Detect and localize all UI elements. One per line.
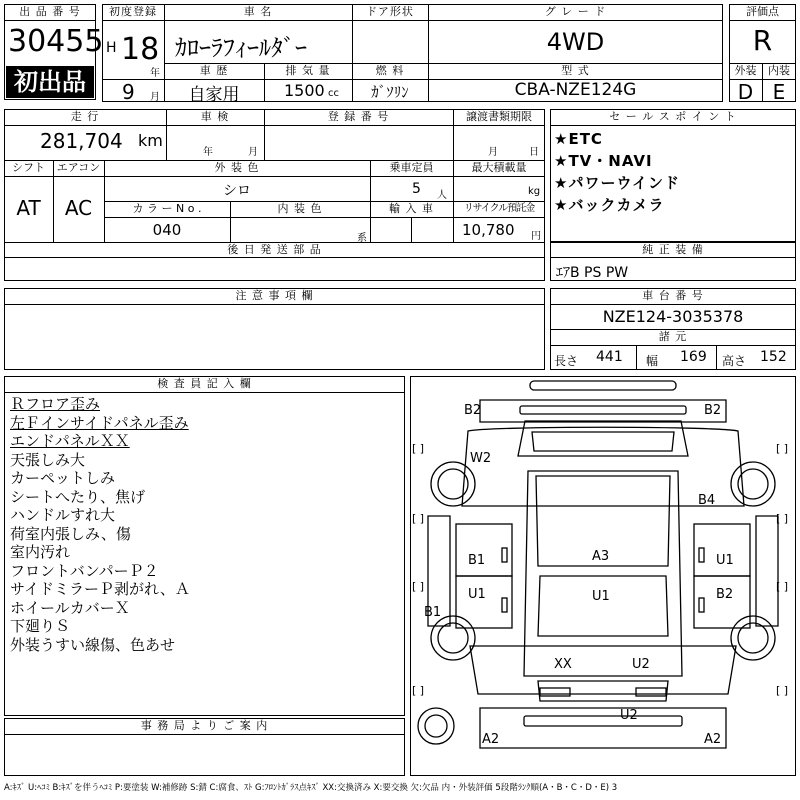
era: H: [106, 40, 117, 56]
aircon-label: エアコン: [56, 161, 101, 174]
mark-a3: A3: [592, 549, 610, 564]
inspector-note: Ｒフロア歪み: [10, 395, 101, 413]
recycle-label: リサイクル預託金: [463, 203, 535, 214]
mark-b4: B4: [698, 493, 716, 508]
import-label: 輸 入 車: [389, 202, 434, 215]
mark-a2-left: A2: [482, 732, 500, 747]
inspector-note: 天張しみ大: [10, 450, 86, 469]
transfer-day-unit: 日: [529, 147, 539, 158]
length-label: 長さ: [554, 354, 579, 368]
int-color-unit: 系: [357, 233, 367, 244]
color-no: 040: [152, 221, 182, 239]
history: 自家用: [188, 85, 240, 105]
shift: AT: [16, 196, 41, 220]
inspector-note: サイドミラーＰ剥がれ、Ａ: [10, 580, 190, 598]
inspector-note: フロントバンパーＰ２: [10, 561, 159, 580]
mark-b1-door: B1: [468, 553, 486, 568]
mileage-label: 走 行: [70, 110, 100, 123]
score: R: [752, 24, 773, 57]
car-diagram: [410, 376, 796, 776]
fuel-label: 燃 料: [375, 64, 405, 77]
mark-u1-left-door: U1: [468, 587, 486, 602]
bracket: [ ]: [412, 580, 425, 593]
grade-label: グ レ ー ド: [544, 5, 607, 18]
bracket: [ ]: [412, 684, 425, 697]
displacement-unit: cc: [328, 88, 339, 99]
sales-points: [554, 128, 680, 216]
inspector-note: 外装うすい線傷、色あせ: [10, 635, 176, 654]
plate-label: 登 録 番 号: [327, 110, 390, 123]
inspector-note: ホイールカバーＸ: [10, 598, 130, 617]
recycle-unit: 円: [531, 231, 541, 242]
mark-u2-rear: U2: [620, 708, 638, 723]
inspector-notes: [10, 395, 190, 654]
inspector-note: 左Ｆインサイドパネル歪み: [10, 413, 189, 432]
recycle: 10,780: [462, 221, 515, 239]
mark-b1-side: B1: [424, 605, 442, 620]
bracket: [ ]: [412, 512, 425, 525]
reg-month: 9: [122, 80, 135, 104]
door-label: ドア形状: [366, 5, 414, 18]
inspector-note: 下廻りＳ: [10, 617, 71, 635]
capacity: 5: [412, 181, 421, 197]
model: CBA-NZE124G: [514, 80, 637, 100]
reg-label: 初度登録: [109, 5, 157, 18]
equipment: ｴｱB PS PW: [556, 265, 629, 281]
interior-label: 内装: [768, 64, 790, 77]
sales-label: セ ー ル ス ポ イ ン ト: [609, 110, 737, 123]
mark-u1-right-door: U1: [716, 553, 734, 568]
bracket: [ ]: [776, 442, 789, 455]
inspector-note: 荷室内張しみ、傷: [10, 524, 131, 543]
car-name: ｶﾛｰﾗﾌｨｰﾙﾀﾞｰ: [175, 34, 307, 62]
equip-label: 純 正 装 備: [642, 243, 704, 256]
inspection-year-unit: 年: [203, 147, 213, 158]
transfer-month-unit: 月: [488, 147, 498, 158]
sales-point: ★バックカメラ: [554, 196, 665, 214]
inspector-note: シートへたり、焦げ: [10, 487, 146, 506]
spec-label: 諸 元: [658, 330, 688, 343]
bracket: [ ]: [412, 442, 425, 455]
capacity-unit: 人: [437, 190, 447, 201]
int-color-label: 内 装 色: [277, 202, 323, 215]
length: 441: [596, 349, 623, 365]
inspector-note: 室内汚れ: [10, 543, 71, 561]
displacement-label: 排 気 量: [285, 64, 331, 77]
mark-b2-right: B2: [704, 403, 722, 418]
height-label: 高さ: [722, 354, 747, 368]
height: 152: [760, 349, 787, 365]
mark-b2-left: B2: [464, 403, 482, 418]
chassis-label: 車 台 番 号: [642, 289, 704, 302]
bracket: [ ]: [776, 684, 789, 697]
inspection-label: 車 検: [200, 110, 230, 123]
sales-point: ★TV・NAVI: [554, 152, 653, 170]
width-label: 幅: [646, 354, 659, 368]
transfer-label: 譲渡書類期限: [466, 110, 532, 123]
month-unit: 月: [150, 92, 160, 103]
lot-number: 30455: [8, 24, 104, 59]
office-label: 事 務 局 よ り ご 案 内: [140, 719, 269, 732]
first-listing-badge: 初出品: [6, 66, 94, 98]
year-unit: 年: [150, 68, 160, 79]
mark-u1-center: U1: [592, 589, 610, 604]
score-label: 評価点: [746, 5, 779, 18]
legend: A:ｷｽﾞ U:ﾍｺﾐ B:ｷｽﾞを伴うﾍｺﾐ P:要塗装 W:補修跡 S:錆 C:腐食、ｽﾄ G:ﾌﾛﾝﾄｶﾞﾗｽ点ｷｽﾞ XX:交換済み X:要交換 欠:欠品 内・外装評価 5段階ﾗﾝｸ順(A・B・C・D・E) 3: [4, 783, 618, 793]
interior-grade: E: [772, 80, 786, 104]
mark-w2: W2: [470, 451, 492, 466]
lot-label: 出 品 番 号: [19, 5, 81, 18]
mark-b2-right-door: B2: [716, 587, 734, 602]
mileage: 281,704: [40, 129, 123, 153]
inspector-note: エンドパネルＸＸ: [10, 432, 130, 450]
reg-year: 18: [121, 32, 160, 67]
exterior-label: 外装: [734, 64, 757, 77]
bracket: [ ]: [776, 580, 789, 593]
exterior-grade: D: [737, 80, 754, 104]
color-label: 外 装 色: [214, 161, 260, 174]
load-unit: kg: [528, 186, 541, 197]
displacement: 1500: [284, 81, 325, 100]
history-label: 車 歴: [199, 64, 229, 77]
bracket: [ ]: [776, 512, 789, 525]
aircon: AC: [64, 196, 93, 220]
sales-point: ★パワーウインド: [554, 174, 680, 192]
mark-u2-center: U2: [632, 657, 650, 672]
mark-xx: XX: [554, 657, 572, 672]
load-label: 最大積載量: [471, 161, 527, 174]
color-no-label: カ ラ ー N o .: [132, 202, 202, 215]
mark-a2-right: A2: [704, 732, 722, 747]
grade: 4WD: [546, 28, 605, 56]
inspector-note: カーペットしみ: [10, 469, 116, 487]
capacity-label: 乗車定員: [389, 161, 434, 174]
chassis: NZE124-3035378: [602, 307, 744, 326]
mileage-unit: km: [138, 131, 163, 150]
sales-point: ★ETC: [554, 130, 603, 148]
shift-label: シフト: [12, 161, 45, 174]
width: 169: [680, 349, 707, 365]
fuel: ｶﾞｿﾘﾝ: [371, 83, 409, 101]
color: シロ: [223, 183, 251, 199]
later-parts-label: 後 日 発 送 部 品: [227, 243, 322, 256]
model-label: 型 式: [561, 64, 590, 77]
inspector-label: 検 査 員 記 入 欄: [157, 377, 252, 390]
inspection-month-unit: 月: [248, 147, 258, 158]
name-label: 車 名: [243, 5, 273, 18]
inspector-note: ハンドルすれ大: [10, 506, 116, 524]
notes-label: 注 意 事 項 欄: [235, 289, 314, 302]
